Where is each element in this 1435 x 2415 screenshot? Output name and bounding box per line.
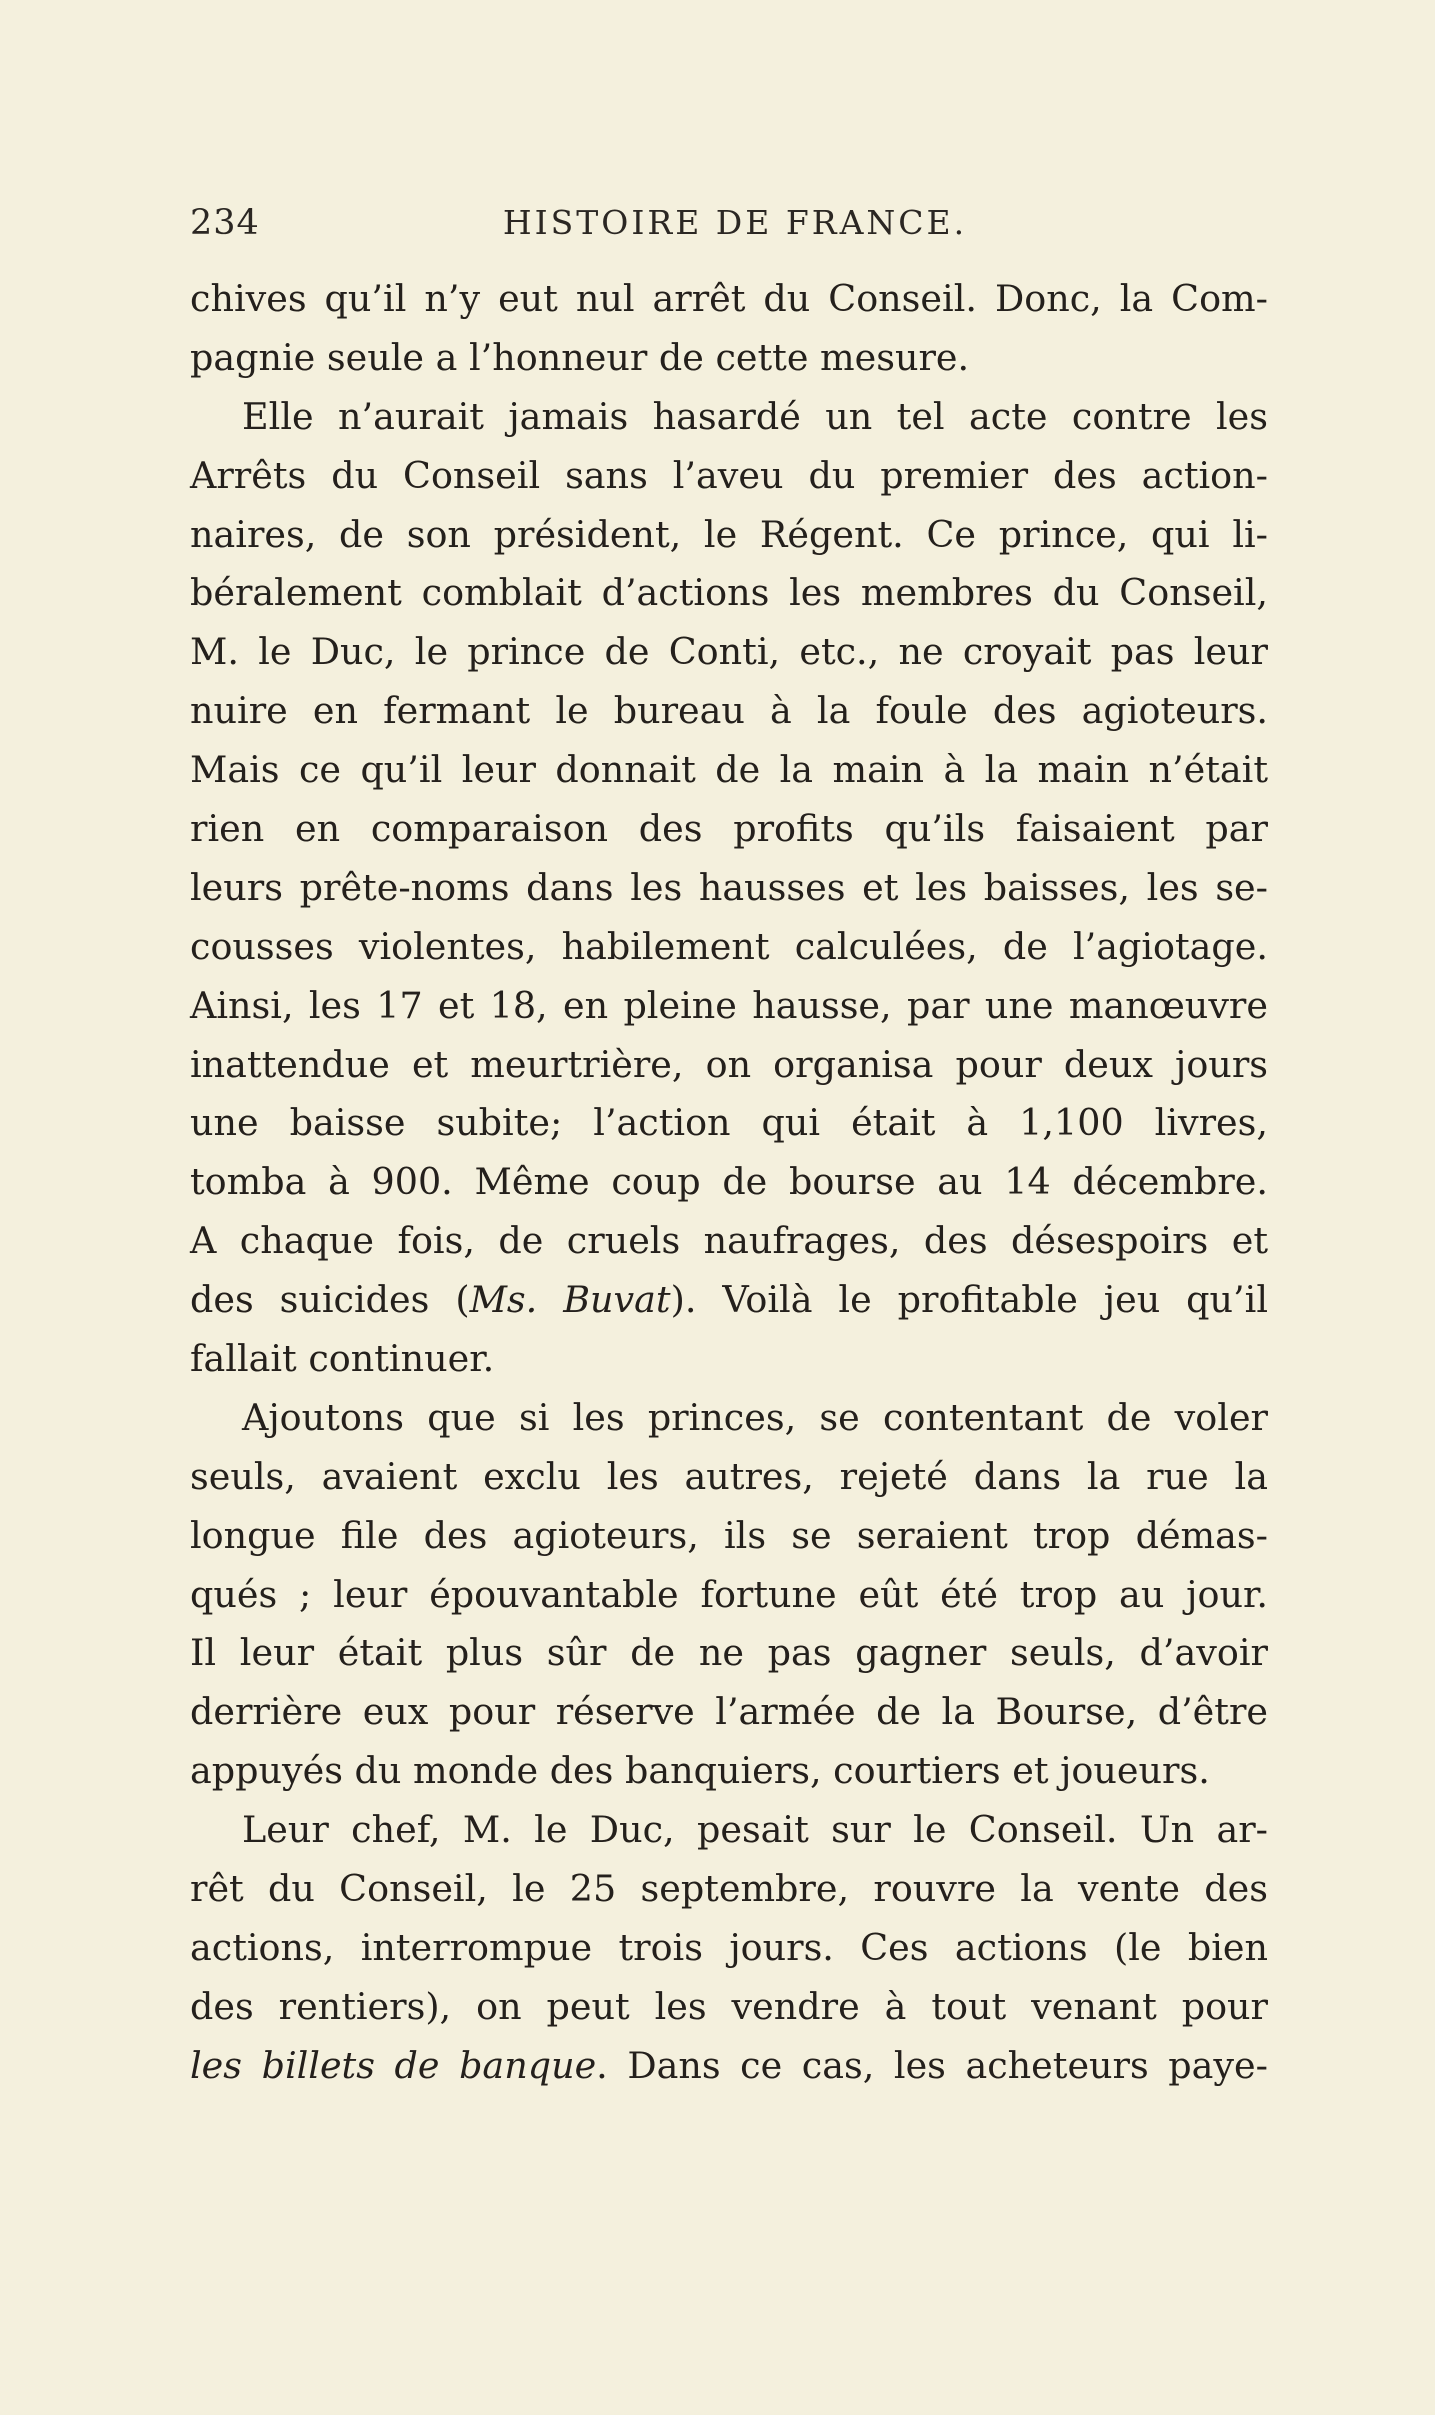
text-line: Ajoutons que si les princes, se contentant de voler [242, 1395, 1268, 1439]
text-line: rien en comparaison des profits qu’ils faisaient par [190, 807, 1268, 851]
citation-italic: Ms. Buvat [469, 1278, 671, 1322]
text-line: cousses violentes, habilement calculées, de l’agiotage. [190, 924, 1268, 968]
text-line: béralement comblait d’actions les membres du Conseil, [190, 571, 1268, 615]
text-line: fallait continuer. [190, 1337, 495, 1381]
text-fragment: ). Voilà le profitable jeu qu’il [670, 1278, 1268, 1322]
text-line: Arrêts du Conseil sans l’aveu du premier des action- [190, 453, 1268, 497]
page-number: 234 [190, 203, 260, 243]
running-title: HISTOIRE DE FRANCE. [502, 203, 968, 242]
text-line: Leur chef, M. le Duc, pesait sur le Conseil. Un ar- [242, 1808, 1268, 1852]
text-line: des rentiers), on peut les vendre à tout venant pour [190, 1984, 1268, 2028]
text-fragment: . Dans ce cas, les acheteurs paye- [596, 2043, 1268, 2087]
text-line: nuire en fermant le bureau à la foule des agioteurs. [190, 689, 1268, 733]
text-line: naires, de son président, le Régent. Ce prince, qui li- [190, 512, 1268, 556]
text-line: leurs prête-noms dans les hausses et les baisses, les se- [190, 865, 1268, 909]
text-line: Il leur était plus sûr de ne pas gagner seuls, d’avoir [190, 1631, 1268, 1675]
text-line: pagnie seule a l’honneur de cette mesure. [190, 335, 970, 379]
body-text [190, 270, 1268, 2096]
text-line-with-italic [190, 2037, 1268, 2096]
text-line: longue file des agioteurs, ils se seraient trop démas- [190, 1513, 1268, 1557]
text-line: qués ; leur épouvantable fortune eût été trop au jour. [190, 1572, 1268, 1616]
running-head [190, 203, 1280, 253]
text-line: M. le Duc, le prince de Conti, etc., ne croyait pas leur [190, 630, 1268, 674]
italic-phrase: les billets de banque [190, 2043, 597, 2087]
text-line: chives qu’il n’y eut nul arrêt du Conseil. Donc, la Com- [190, 277, 1268, 320]
text-line: rêt du Conseil, le 25 septembre, rouvre la vente des [190, 1867, 1268, 1911]
text-line: seuls, avaient exclu les autres, rejeté dans la rue la [190, 1454, 1268, 1498]
text-line: une baisse subite; l’action qui était à 1,100 livres, [190, 1101, 1268, 1145]
text-line: tomba à 900. Même coup de bourse au 14 décembre. [190, 1160, 1268, 1204]
text-line: Mais ce qu’il leur donnait de la main à la main n’était [190, 748, 1268, 792]
text-line: A chaque fois, de cruels naufrages, des désespoirs et [190, 1219, 1268, 1263]
text-line: Ainsi, les 17 et 18, en pleine hausse, par une manœuvre [190, 983, 1268, 1027]
text-line: actions, interrompue trois jours. Ces actions (le bien [190, 1925, 1268, 1969]
text-line: appuyés du monde des banquiers, courtiers et joueurs. [190, 1749, 1210, 1793]
text-fragment: des suicides ( [190, 1278, 470, 1322]
text-line: Elle n’aurait jamais hasardé un tel acte contre les [242, 394, 1268, 438]
text-line-with-citation [190, 1271, 1268, 1330]
text-line: derrière eux pour réserve l’armée de la Bourse, d’être [190, 1690, 1268, 1734]
text-line: inattendue et meurtrière, on organisa pour deux jours [190, 1042, 1268, 1086]
